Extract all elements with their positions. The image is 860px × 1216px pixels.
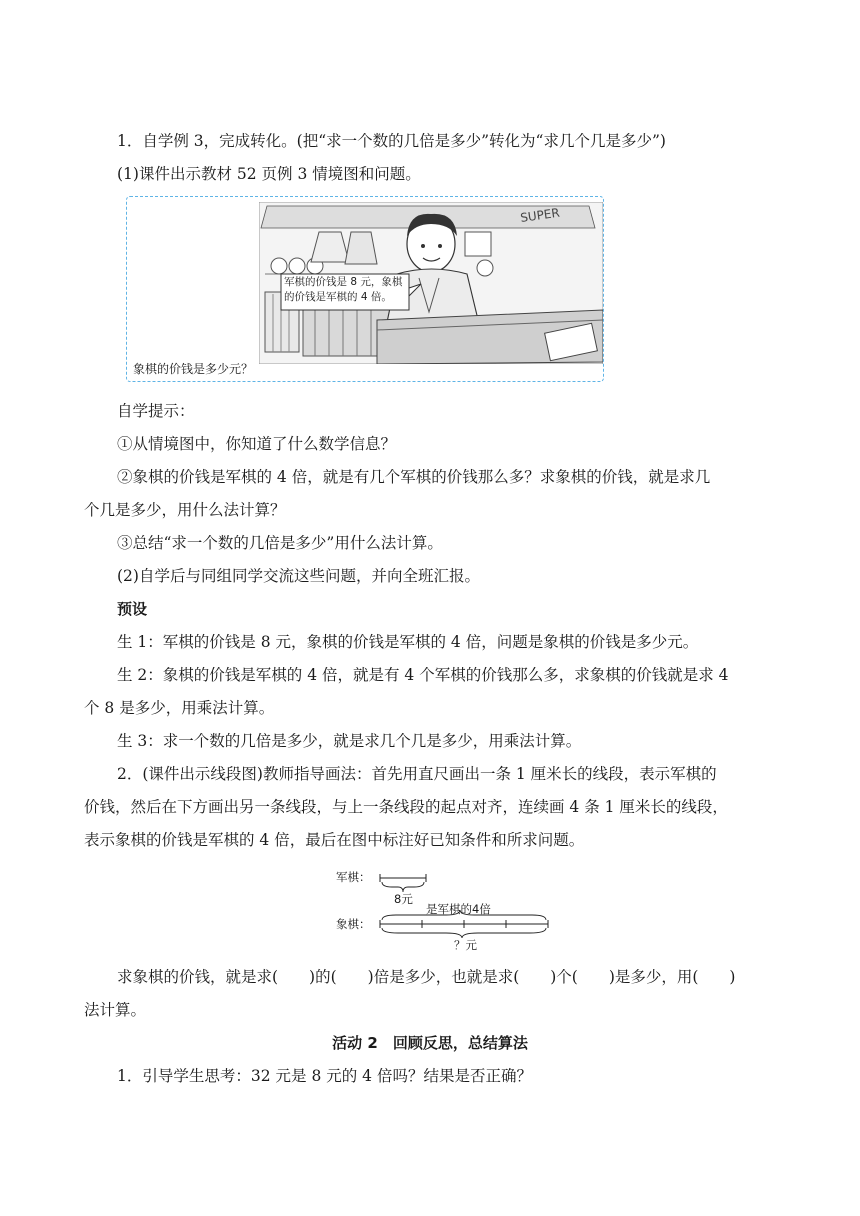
hint-2-line-1: ②象棋的价钱是军棋的 4 倍，就是有几个军棋的价钱那么多？求象棋的价钱，就是求几 bbox=[117, 468, 711, 486]
step-2-line-1: 2．(课件出示线段图)教师指导画法：首先用直尺画出一条 1 厘米长的线段，表示军棋的 bbox=[117, 765, 717, 783]
self-study-hint-title: 自学提示： bbox=[117, 402, 195, 420]
preset-heading: 预设 bbox=[117, 600, 148, 618]
shop-sign-text: SUPER bbox=[519, 205, 561, 225]
activity-2-heading: 活动 2 回顾反思，总结算法 bbox=[332, 1034, 528, 1052]
step-2-line-2: 价钱，然后在下方画出另一条线段，与上一条线段的起点对齐，连续画 4 条 1 厘米长的线段， bbox=[84, 798, 728, 816]
segment-row1-value: 8元 bbox=[394, 892, 413, 906]
scene-illustration-box bbox=[126, 196, 604, 382]
segment-row1-brace bbox=[382, 882, 424, 892]
step-1-sub-1: (1)课件出示教材 52 页例 3 情境图和问题。 bbox=[117, 165, 421, 183]
student-3-answer: 生 3：求一个数的几倍是多少，就是求几个几是多少，用乘法计算。 bbox=[117, 732, 582, 750]
step-2-line-3: 表示象棋的价钱是军棋的 4 倍，最后在图中标注好已知条件和所求问题。 bbox=[84, 831, 585, 849]
fill-blank-line-2: 法计算。 bbox=[84, 1001, 147, 1019]
segment-lines bbox=[336, 868, 566, 956]
step-1-sub-2: (2)自学后与同组同学交流这些问题，并向全班汇报。 bbox=[117, 567, 480, 585]
speech-bubble-line-1: 军棋的价钱是 8 元，象棋 bbox=[284, 276, 403, 288]
segment-row2-note: 是军棋的4倍 bbox=[426, 902, 491, 916]
hint-2-line-2: 个几是多少，用什么法计算？ bbox=[84, 501, 286, 519]
hint-1: ①从情境图中，你知道了什么数学信息？ bbox=[117, 435, 397, 453]
speech-bubble-line-2: 的价钱是军棋的 4 倍。 bbox=[284, 291, 392, 303]
hint-3: ③总结“求一个数的几倍是多少”用什么法计算。 bbox=[117, 534, 443, 552]
segment-row2-top-brace bbox=[382, 910, 546, 920]
fill-blank-line-1: 求象棋的价钱，就是求( )的( )倍是多少，也就是求( )个( )是多少，用( ) bbox=[117, 968, 736, 986]
segment-diagram bbox=[336, 868, 566, 956]
segment-row2-bottom-brace bbox=[382, 928, 546, 938]
step-1-heading: 1．自学例 3，完成转化。(把“求一个数的几倍是多少”转化为“求几个几是多少”) bbox=[117, 132, 666, 150]
student-2-answer-line-2: 个 8 是多少，用乘法计算。 bbox=[84, 699, 275, 717]
segment-row2-label: 象棋： bbox=[336, 917, 371, 931]
activity-2-step-1: 1．引导学生思考：32 元是 8 元的 4 倍吗？结果是否正确？ bbox=[117, 1067, 532, 1085]
speech-bubble bbox=[284, 275, 402, 305]
segment-row1-label: 军棋： bbox=[336, 870, 371, 884]
student-1-answer: 生 1：军棋的价钱是 8 元，象棋的价钱是军棋的 4 倍，问题是象棋的价钱是多少元。 bbox=[117, 633, 699, 651]
illustration-caption: 象棋的价钱是多少元？ bbox=[133, 362, 254, 376]
segment-row2-question: ？元 bbox=[454, 938, 477, 952]
student-2-answer-line-1: 生 2：象棋的价钱是军棋的 4 倍，就是有 4 个军棋的价钱那么多，求象棋的价钱就是求 4 bbox=[117, 666, 729, 684]
